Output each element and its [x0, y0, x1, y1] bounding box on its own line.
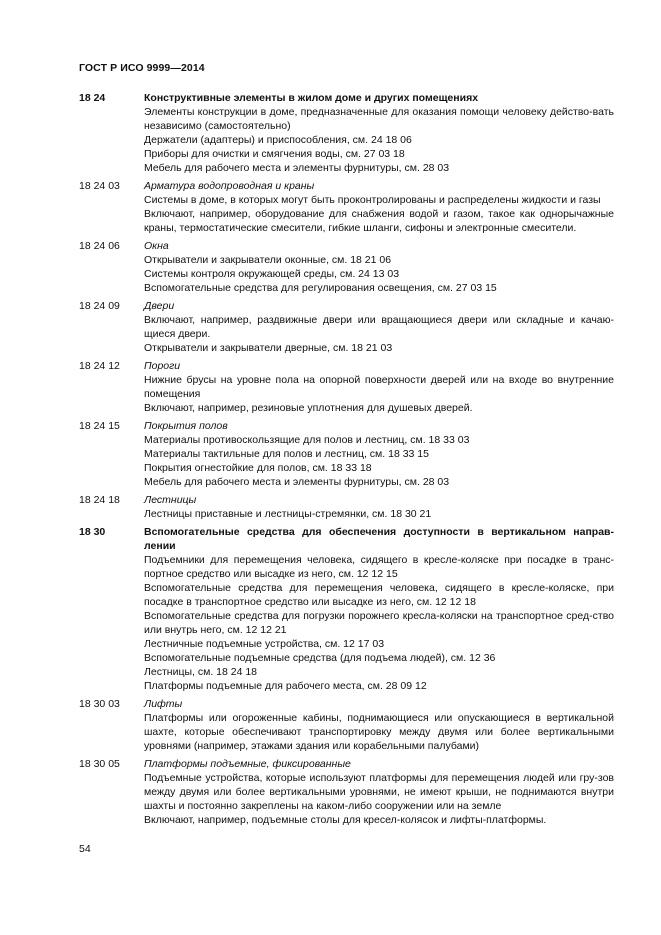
entry-code: 18 24 15: [79, 420, 120, 432]
entry-code: 18 24 09: [79, 300, 120, 312]
entry-line: Подъемники для перемещения человека, сидящего в кресле-коляске при посадке в транс-портное средство или высадке из него, см. 12 12 15: [144, 554, 614, 580]
entry-18-24: [79, 91, 614, 175]
entry-line: Включают, например, раздвижные двери или вращающиеся двери или складные и качаю-щиеся двери.: [144, 314, 614, 340]
document-header: ГОСТ Р ИСО 9999—2014: [79, 62, 205, 74]
entry-title: Арматура водопроводная и краны: [144, 180, 315, 192]
entry-body: [144, 697, 614, 753]
entry-body: [144, 239, 614, 295]
entry-line: Включают, например, резиновые уплотнения для душевых дверей.: [144, 402, 473, 414]
entry-18-24-12: [79, 359, 614, 415]
entry-line: Лестницы приставные и лестницы-стремянки, см. 18 30 21: [144, 508, 432, 520]
entry-18-30: [79, 525, 614, 693]
entry-title: Платформы подъемные, фиксированные: [144, 758, 351, 770]
entry-title: Двери: [144, 300, 175, 312]
entry-title: Покрытия полов: [144, 420, 228, 432]
entry-code: 18 24 12: [79, 360, 120, 372]
entry-18-30-03: [79, 697, 614, 753]
entry-line: Вспомогательные средства для регулирования освещения, см. 27 03 15: [144, 282, 497, 294]
entry-18-24-15: [79, 419, 614, 489]
entry-body: [144, 299, 614, 355]
entry-line: Открыватели и закрыватели дверные, см. 18 21 03: [144, 342, 393, 354]
entry-code: 18 30 03: [79, 698, 120, 710]
entry-line: Лестницы, см. 18 24 18: [144, 666, 258, 678]
entry-line: Элементы конструкции в доме, предназначенные для оказания помощи человеку действо-вать независимо (самостоятельно): [144, 106, 614, 132]
page-number: 54: [79, 843, 91, 855]
entry-body: [144, 91, 614, 175]
entry-code: 18 24 06: [79, 240, 120, 252]
entry-line: Подъемные устройства, которые используют платформы для перемещения людей или гру-зов между двумя или более вертикальными уровнями, не имеют крыши, не поднимаются внутри шахты и постоянно закреплены на каком-либо сооружении или на земле: [144, 772, 614, 812]
entry-line: Открыватели и закрыватели оконные, см. 18 21 06: [144, 254, 392, 266]
entry-body: [144, 419, 614, 489]
entry-line: Системы в доме, в которых могут быть проконтролированы и распределены жидкости и газы: [144, 194, 601, 206]
entry-line: Вспомогательные средства для погрузки порожнего кресла-коляски на транспортное сред-ство или внутрь него, см. 12 12 21: [144, 610, 614, 636]
entry-line: Мебель для рабочего места и элементы фурнитуры, см. 28 03: [144, 476, 450, 488]
entry-title: Лифты: [144, 698, 183, 710]
entry-18-30-05: [79, 757, 614, 827]
entry-line: Системы контроля окружающей среды, см. 24 13 03: [144, 268, 400, 280]
entry-code: 18 24 18: [79, 494, 120, 506]
entry-18-24-06: [79, 239, 614, 295]
classification-list: [79, 91, 614, 831]
entry-title: Вспомогательные средства для обеспечения доступности в вертикальном направ-лении: [144, 526, 614, 552]
entry-body: [144, 757, 614, 827]
entry-body: [144, 525, 614, 693]
entry-line: Вспомогательные средства для перемещения человека, сидящего в кресле-коляске, при посадке в транспортное средство или высадке из него, см. 12 12 18: [144, 582, 614, 608]
entry-body: [144, 493, 614, 521]
entry-line: Материалы тактильные для полов и лестниц, см. 18 33 15: [144, 448, 429, 460]
entry-line: Мебель для рабочего места и элементы фурнитуры, см. 28 03: [144, 162, 450, 174]
entry-line: Нижние брусы на уровне пола на опорной поверхности дверей или на входе во внутренние помещения: [144, 374, 614, 400]
entry-body: [144, 179, 614, 235]
entry-line: Материалы противоскользящие для полов и лестниц, см. 18 33 03: [144, 434, 470, 446]
entry-line: Платформы подъемные для рабочего места, см. 28 09 12: [144, 680, 427, 692]
entry-code: 18 30: [79, 526, 106, 538]
entry-line: Покрытия огнестойкие для полов, см. 18 33 18: [144, 462, 372, 474]
entry-18-24-09: [79, 299, 614, 355]
entry-line: Включают, например, оборудование для снабжения водой и газом, такое как однорычажные краны, термостатические смесители, гибкие шланги, сифоны и электронные смесители.: [144, 208, 614, 234]
entry-code: 18 24 03: [79, 180, 120, 192]
entry-line: Платформы или огороженные кабины, поднимающиеся или опускающиеся в вертикальной шахте, которые обеспечивают транспортировку между двумя или более вертикальными уровнями (например, этажами здания или корабельными палубами): [144, 712, 614, 752]
entry-18-24-03: [79, 179, 614, 235]
entry-line: Вспомогательные подъемные средства (для подъема людей), см. 12 36: [144, 652, 496, 664]
entry-body: [144, 359, 614, 415]
entry-title: Конструктивные элементы в жилом доме и других помещениях: [144, 92, 479, 104]
entry-18-24-18: [79, 493, 614, 521]
entry-line: Приборы для очистки и смягчения воды, см. 27 03 18: [144, 148, 405, 160]
entry-title: Окна: [144, 240, 169, 252]
entry-line: Лестничные подъемные устройства, см. 12 17 03: [144, 638, 385, 650]
entry-code: 18 24: [79, 92, 106, 104]
entry-code: 18 30 05: [79, 758, 120, 770]
entry-title: Пороги: [144, 360, 181, 372]
entry-line: Включают, например, подъемные столы для кресел-колясок и лифты-платформы.: [144, 814, 547, 826]
entry-title: Лестницы: [144, 494, 197, 506]
entry-line: Держатели (адаптеры) и приспособления, см. 24 18 06: [144, 134, 412, 146]
